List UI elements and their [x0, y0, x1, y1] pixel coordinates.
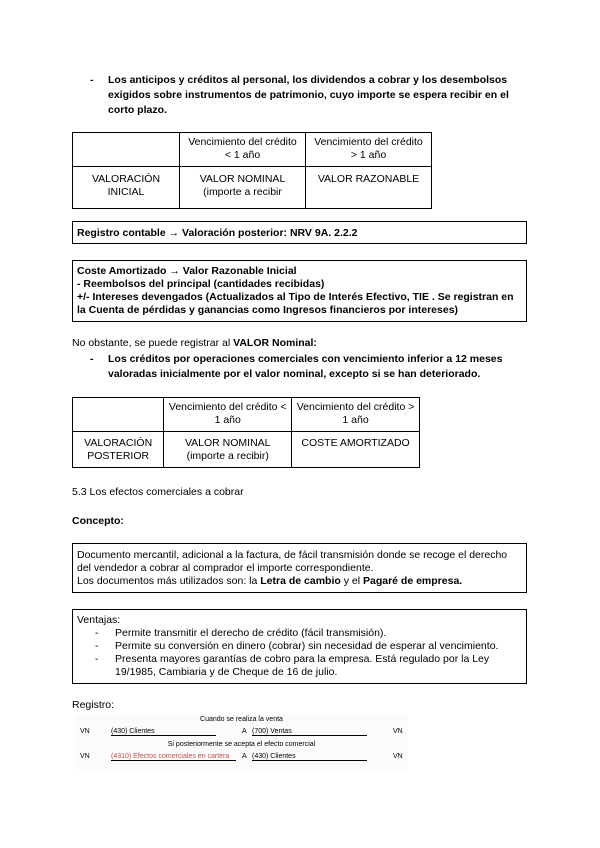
ventaja-text: Permite transmitir el derecho de crédito (fácil transmisión).: [115, 627, 387, 639]
coste-line1: - Reembolsos del principal (cantidades recibidas): [77, 278, 325, 290]
concepto-line1: Documento mercantil, adicional a la factura, de fácil transmisión donde se recoge el derecho del vendedor a cobrar al comprador el importe correspondiente.: [77, 549, 508, 574]
no-obstante-bold: VALOR Nominal:: [233, 337, 317, 349]
cell-valor-nominal: VALOR NOMINAL (importe a recibir): [164, 432, 292, 468]
list-item: - Presenta mayores garantías de cobro para la empresa. Está regulado por la Ley 19/1985, Cambiaria y de Cheque de 16 de julio.: [93, 653, 522, 679]
concepto-label: Concepto:: [72, 515, 124, 527]
row2-right-vn: VN: [393, 753, 403, 760]
table-header-gt1: Vencimiento del crédito > 1 año: [292, 398, 420, 432]
list-item: - Permite su conversión en dinero (cobrar) sin necesidad de esperar al vencimiento.: [95, 640, 499, 652]
table-header-gt1: Vencimiento del crédito > 1 año: [306, 133, 432, 167]
ventajas-box: [72, 609, 527, 684]
valoracion-inicial-table: [72, 132, 432, 209]
table-header-empty: [73, 133, 180, 167]
intro-bullet: [90, 73, 510, 118]
coste-title: Coste Amortizado → Valor Razonable Inicial: [77, 265, 297, 277]
row1-credit: (700) Ventas: [252, 728, 367, 736]
cell-valor-razonable: VALOR RAZONABLE: [306, 167, 432, 209]
row2-left-vn: VN: [80, 753, 90, 760]
cell-coste-amortizado: COSTE AMORTIZADO: [292, 432, 420, 468]
registro-contable-text: Registro contable → Valoración posterior: NRV 9A. 2.2.2: [77, 227, 358, 239]
ventaja-text: Presenta mayores garantías de cobro para la empresa. Está regulado por la Ley 19/1985, Cambiaria y de Cheque de 16 de julio.: [115, 653, 490, 678]
table-header-empty: [73, 398, 164, 432]
cell-valor-nominal: VALOR NOMINAL (importe a recibir: [180, 167, 306, 209]
ventajas-list: [77, 627, 522, 679]
registro-label: Registro:: [72, 699, 115, 711]
row1-left-vn: VN: [80, 728, 90, 735]
row1-a: A: [242, 728, 247, 735]
bullet-creditos-text: Los créditos por operaciones comerciales con vencimiento inferior a 12 meses valoradas inicialmente por el valor nominal, excepto si se han deteriorado.: [108, 353, 503, 380]
ventajas-title: Ventajas:: [77, 614, 121, 626]
ventaja-text: Permite su conversión en dinero (cobrar) sin necesidad de esperar al vencimiento.: [115, 640, 499, 652]
list-item: - Permite transmitir el derecho de crédito (fácil transmisión).: [95, 627, 387, 639]
letra-de-cambio: Letra de cambio: [260, 575, 341, 587]
row-label: VALORACIÓN POSTERIOR: [73, 432, 164, 468]
registro-heading2: Si posteriormente se acepta el efecto comercial: [167, 741, 316, 748]
table-header-lt1: Vencimiento del crédito < 1 año: [164, 398, 292, 432]
row1-right-vn: VN: [393, 728, 403, 735]
concepto-box: [72, 543, 527, 593]
no-obstante-text: [72, 337, 317, 349]
row2-a: A: [242, 753, 247, 760]
row2-debit: (4310) Efectos comerciales en cartera: [111, 753, 236, 761]
coste-line2: +/- Intereses devengados (Actualizados al Tipo de Interés Efectivo, TIE . Se registran en la Cuenta de pérdidas y ganancias como Ingresos financieros por intereses): [77, 291, 514, 316]
row1-debit: (430) Clientes: [111, 728, 216, 736]
concepto-line2: [77, 575, 522, 588]
coste-amortizado-box: [72, 260, 527, 322]
intro-bullet-text: Los anticipos y créditos al personal, los dividendos a cobrar y los desembolsos exigidos sobre instrumentos de patrimonio, cuyo importe se espera recibir en el corto plazo.: [108, 74, 509, 116]
row-label: VALORACIÓN INICIAL: [73, 167, 180, 209]
registro-journal: [75, 715, 408, 770]
bullet-creditos: [90, 352, 530, 382]
no-obstante-prefix: No obstante, se puede registrar al: [72, 337, 234, 349]
bullet-dash: -: [90, 74, 94, 86]
concepto-line2-prefix: Los documentos más utilizados son: la: [77, 575, 261, 587]
pagare-de-empresa: Pagaré de empresa.: [362, 575, 463, 587]
valoracion-posterior-table: [72, 397, 420, 468]
section-title: 5.3 Los efectos comerciales a cobrar: [72, 486, 244, 498]
concepto-line2-mid: y el: [340, 575, 363, 587]
row2-credit: (430) Clientes: [252, 753, 367, 761]
registro-contable-box: [72, 221, 527, 244]
registro-heading1: Cuando se realiza la venta: [200, 716, 283, 723]
table-header-lt1: Vencimiento del crédito < 1 año: [180, 133, 306, 167]
bullet-dash: -: [90, 353, 94, 365]
